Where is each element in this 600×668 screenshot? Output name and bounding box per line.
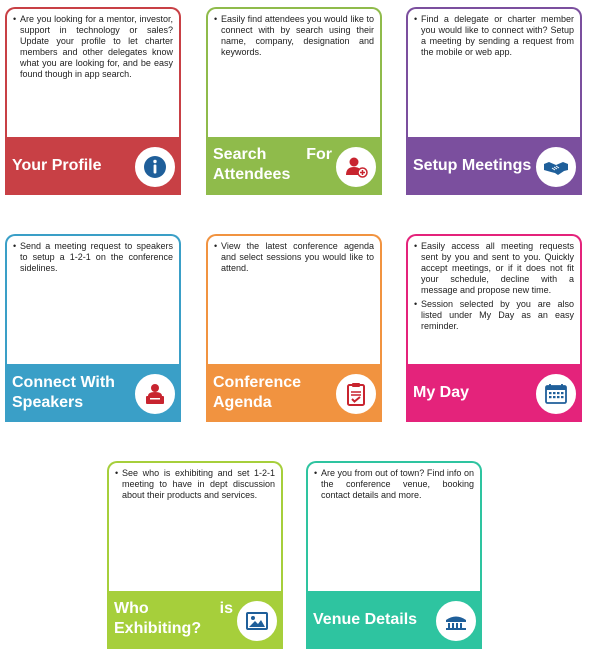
card-description xyxy=(414,14,574,61)
image-icon xyxy=(235,599,279,643)
card-footer xyxy=(5,364,181,422)
card-footer xyxy=(206,364,382,422)
card-connect-with-speakers[interactable] xyxy=(5,234,181,422)
card-footer xyxy=(107,591,283,649)
description-bullet: • Are you from out of town? Find info on the conference venue, booking contact details and more. xyxy=(314,468,474,501)
card-description xyxy=(214,14,374,61)
card-setup-meetings[interactable] xyxy=(406,7,582,195)
card-description xyxy=(314,468,474,504)
card-who-is-exhibiting[interactable] xyxy=(107,461,283,649)
card-title: Connect With Speakers xyxy=(12,374,115,411)
card-venue-details[interactable] xyxy=(306,461,482,649)
card-footer xyxy=(306,591,482,649)
description-bullet: • Are you looking for a mentor, investor, support in technology or sales? Update your profile to let charter members and other delegates know what you are looking for, and be easy found though in app search. xyxy=(13,14,173,80)
description-bullet: • Easily access all meeting requests sent by you and sent to you. Quickly accept meetings, or if it does not fit your schedule, decline with a message and propose new time. xyxy=(414,241,574,296)
card-description xyxy=(13,14,173,83)
description-bullet: • See who is exhibiting and set 1-2-1 meeting to have in dept discussion about their products and services. xyxy=(115,468,275,501)
card-title: Setup Meetings xyxy=(413,157,532,174)
info-icon xyxy=(133,145,177,189)
speaker-icon xyxy=(133,372,177,416)
card-footer xyxy=(5,137,181,195)
card-your-profile[interactable] xyxy=(5,7,181,195)
card-title: My Day xyxy=(413,384,470,401)
handshake-icon xyxy=(534,145,578,189)
card-title: Venue Details xyxy=(313,611,418,628)
calendar-icon xyxy=(534,372,578,416)
card-description xyxy=(414,241,574,335)
card-footer xyxy=(406,364,582,422)
card-my-day[interactable] xyxy=(406,234,582,422)
card-description xyxy=(115,468,275,504)
description-bullet: • Find a delegate or charter member you would like to connect with? Setup a meeting by sending a request from the mobile or web app. xyxy=(414,14,574,58)
description-bullet: • Session selected by you are also listed under My Day as an easy reminder. xyxy=(414,299,574,332)
card-search-for-attendees[interactable] xyxy=(206,7,382,195)
card-title: Conference Agenda xyxy=(213,374,302,411)
card-title: Search For Attendees xyxy=(213,146,332,183)
venue-icon xyxy=(434,599,478,643)
card-footer xyxy=(406,137,582,195)
description-bullet: • Send a meeting request to speakers to setup a 1-2-1 on the conference sidelines. xyxy=(13,241,173,274)
card-conference-agenda[interactable] xyxy=(206,234,382,422)
card-description xyxy=(214,241,374,277)
clipboard-icon xyxy=(334,372,378,416)
description-bullet: • View the latest conference agenda and select sessions you would like to attend. xyxy=(214,241,374,274)
card-title: Your Profile xyxy=(12,157,102,174)
description-bullet: • Easily find attendees you would like to connect with by search using their name, company, designation and keywords. xyxy=(214,14,374,58)
card-description xyxy=(13,241,173,277)
add-user-icon xyxy=(334,145,378,189)
card-footer xyxy=(206,137,382,195)
card-title: Who is Exhibiting? xyxy=(114,600,233,637)
